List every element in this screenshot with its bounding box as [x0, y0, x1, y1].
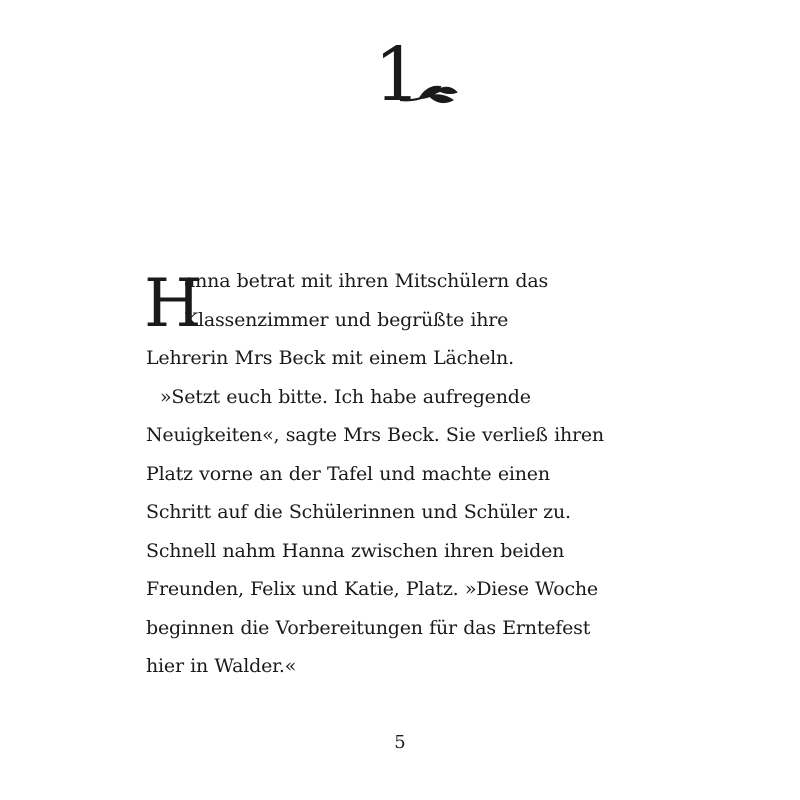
text-line: Schritt auf die Schülerinnen und Schüler zu.: [146, 501, 571, 523]
text-line: Klassenzimmer und begrüßte ihre: [184, 308, 509, 331]
chapter-number: 1: [374, 32, 422, 118]
text-line: anna betrat mit ihren Mitschülern das: [184, 270, 549, 292]
drop-cap: H: [144, 265, 202, 342]
text-line: Lehrerin Mrs Beck mit einem Lächeln.: [146, 347, 514, 369]
text-line: Schnell nahm Hanna zwischen ihren beiden: [146, 539, 565, 562]
text-line: Freunden, Felix und Katie, Platz. »Diese Woche: [146, 578, 598, 600]
text-line: Platz vorne an der Tafel und machte einen: [146, 462, 550, 485]
text-line: hier in Walder.«: [146, 655, 297, 677]
chapter-text: [146, 262, 666, 686]
chapter-ornament: [360, 30, 470, 120]
page-number: 5: [394, 732, 406, 753]
text-line: Neuigkeiten«, sagte Mrs Beck. Sie verließ ihren: [146, 424, 604, 446]
chapter-heading: [360, 30, 470, 120]
text-line: beginnen die Vorbereitungen für das Erntefest: [146, 616, 591, 639]
text-line: »Setzt euch bitte. Ich habe aufregende: [160, 385, 531, 408]
